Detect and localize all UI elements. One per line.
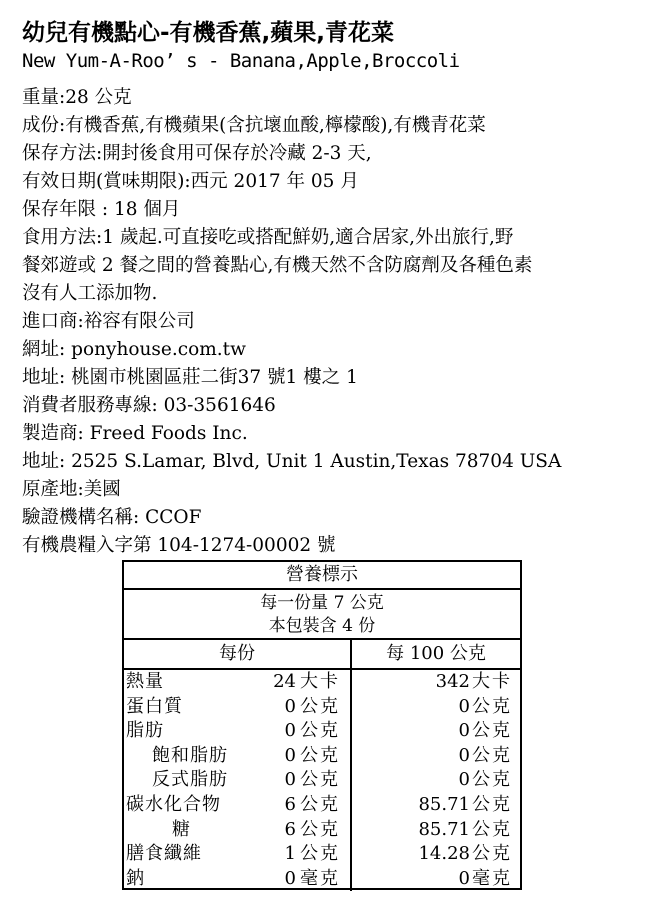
expiry-line: 有效日期(賞味期限):西元 2017 年 05 月 bbox=[22, 171, 359, 192]
nutrient-name: 蛋白質 bbox=[126, 695, 183, 717]
usage-line-3: 沒有人工添加物. bbox=[22, 283, 158, 304]
per-100g-column bbox=[352, 670, 520, 891]
per-100g-value: 0 bbox=[458, 720, 470, 742]
storage-line: 保存方法:開封後食用可保存於冷藏 2-3 天, bbox=[22, 143, 372, 164]
col-per-100g: 每 100 公克 bbox=[386, 643, 486, 664]
col-per-serving: 每份 bbox=[124, 640, 352, 668]
nutrition-row bbox=[124, 719, 350, 744]
nutrition-row-100g bbox=[352, 719, 520, 744]
per-serving-value: 0 bbox=[284, 769, 296, 791]
per-100g-unit: 公克 bbox=[472, 793, 512, 815]
usage-line-2: 餐郊遊或 2 餐之間的營養點心,有機天然不含防腐劑及各種色素 bbox=[22, 255, 533, 276]
per-serving-value: 0 bbox=[284, 744, 296, 766]
nutrition-row bbox=[124, 744, 350, 769]
serving-info bbox=[124, 590, 520, 640]
organic-cert-line: 有機農糧入字第 104-1274-00002 號 bbox=[22, 535, 336, 556]
origin-line: 原產地:美國 bbox=[22, 479, 121, 500]
importer-line: 進口商:裕容有限公司 bbox=[22, 311, 195, 332]
nutrient-name: 飽和脂肪 bbox=[152, 744, 228, 766]
nutrition-row-100g bbox=[352, 867, 520, 892]
per-100g-unit: 公克 bbox=[472, 744, 512, 766]
shelf-life-line: 保存年限 : 18 個月 bbox=[22, 199, 181, 220]
per-serving-unit: 公克 bbox=[300, 843, 340, 865]
nutrition-column-headers bbox=[124, 640, 520, 670]
serving-size: 每一份量 7 公克 bbox=[260, 593, 384, 613]
certifier-line: 驗證機構名稱: CCOF bbox=[22, 507, 202, 528]
per-100g-value: 85.71 bbox=[418, 793, 470, 815]
per-100g-value: 0 bbox=[458, 867, 470, 889]
per-serving-unit: 公克 bbox=[300, 720, 340, 742]
nutrition-heading: 營養標示 bbox=[124, 562, 520, 590]
weight-line: 重量:28 公克 bbox=[22, 87, 132, 108]
per-serving-value: 1 bbox=[284, 843, 296, 865]
nutrient-name: 脂肪 bbox=[126, 720, 164, 742]
per-serving-unit: 公克 bbox=[300, 818, 340, 840]
per-serving-value: 0 bbox=[284, 695, 296, 717]
nutrition-row bbox=[124, 793, 350, 818]
per-100g-value: 0 bbox=[458, 744, 470, 766]
nutrient-name: 熱量 bbox=[126, 671, 164, 692]
per-serving-value: 6 bbox=[284, 793, 296, 815]
per-serving-value: 0 bbox=[284, 720, 296, 742]
per-100g-value: 0 bbox=[458, 769, 470, 791]
per-100g-unit: 大卡 bbox=[472, 671, 512, 692]
nutrition-row-100g bbox=[352, 793, 520, 818]
ingredients-line: 成份:有機香蕉,有機蘋果(含抗壞血酸,檸檬酸),有機青花菜 bbox=[22, 115, 486, 136]
nutrition-row-100g bbox=[352, 695, 520, 720]
per-serving-unit: 公克 bbox=[300, 793, 340, 815]
per-100g-unit: 公克 bbox=[472, 818, 512, 840]
per-serving-unit: 大卡 bbox=[300, 671, 340, 692]
nutrient-name: 碳水化合物 bbox=[126, 793, 221, 815]
per-100g-unit: 毫克 bbox=[472, 867, 512, 889]
per-serving-unit: 公克 bbox=[300, 744, 340, 766]
nutrition-row-100g bbox=[352, 842, 520, 867]
manufacturer-line: 製造商: Freed Foods Inc. bbox=[22, 423, 248, 444]
per-serving-unit: 毫克 bbox=[300, 867, 340, 889]
label-text-block bbox=[22, 84, 632, 560]
usage-line-1: 食用方法:1 歲起.可直接吃或搭配鮮奶,適合居家,外出旅行,野 bbox=[22, 227, 514, 248]
nutrition-row-100g bbox=[352, 670, 520, 695]
per-serving-column bbox=[124, 670, 352, 891]
nutrition-row bbox=[124, 842, 350, 867]
nutrient-name: 鈉 bbox=[126, 867, 145, 889]
service-phone-line: 消費者服務專線: 03-3561646 bbox=[22, 395, 276, 416]
per-serving-value: 24 bbox=[273, 671, 296, 692]
product-subtitle: New Yum-A-Roo’ s - Banana,Apple,Broccoli bbox=[22, 50, 460, 72]
nutrition-row-100g bbox=[352, 744, 520, 769]
per-serving-unit: 公克 bbox=[300, 769, 340, 791]
per-100g-unit: 公克 bbox=[472, 720, 512, 742]
nutrition-rows bbox=[124, 670, 520, 891]
per-100g-unit: 公克 bbox=[472, 843, 512, 865]
website-line: 網址: ponyhouse.com.tw bbox=[22, 339, 246, 360]
servings-per-pack: 本包裝含 4 份 bbox=[268, 616, 376, 636]
nutrition-row bbox=[124, 768, 350, 793]
per-100g-unit: 公克 bbox=[472, 695, 512, 717]
nutrition-row-100g bbox=[352, 768, 520, 793]
nutrient-name: 糖 bbox=[172, 818, 191, 840]
nutrient-name: 反式脂肪 bbox=[152, 769, 228, 791]
per-serving-value: 6 bbox=[284, 818, 296, 840]
per-100g-value: 342 bbox=[435, 671, 470, 692]
per-serving-unit: 公克 bbox=[300, 695, 340, 717]
per-100g-value: 14.28 bbox=[418, 843, 470, 865]
nutrient-name: 膳食纖維 bbox=[126, 843, 202, 865]
nutrition-row-100g bbox=[352, 818, 520, 843]
nutrition-row bbox=[124, 818, 350, 843]
per-100g-value: 0 bbox=[458, 695, 470, 717]
per-100g-value: 85.71 bbox=[418, 818, 470, 840]
product-title: 幼兒有機點心-有機香蕉,蘋果,青花菜 bbox=[22, 20, 395, 46]
per-100g-unit: 公克 bbox=[472, 769, 512, 791]
per-serving-value: 0 bbox=[284, 867, 296, 889]
nutrition-facts-table bbox=[122, 560, 522, 890]
manufacturer-address-line: 地址: 2525 S.Lamar, Blvd, Unit 1 Austin,Texas 78704 USA bbox=[22, 451, 562, 472]
nutrition-row bbox=[124, 867, 350, 892]
importer-address-line: 地址: 桃園市桃園區莊二街37 號1 樓之 1 bbox=[22, 367, 358, 388]
nutrition-row bbox=[124, 670, 350, 695]
nutrition-row bbox=[124, 695, 350, 720]
